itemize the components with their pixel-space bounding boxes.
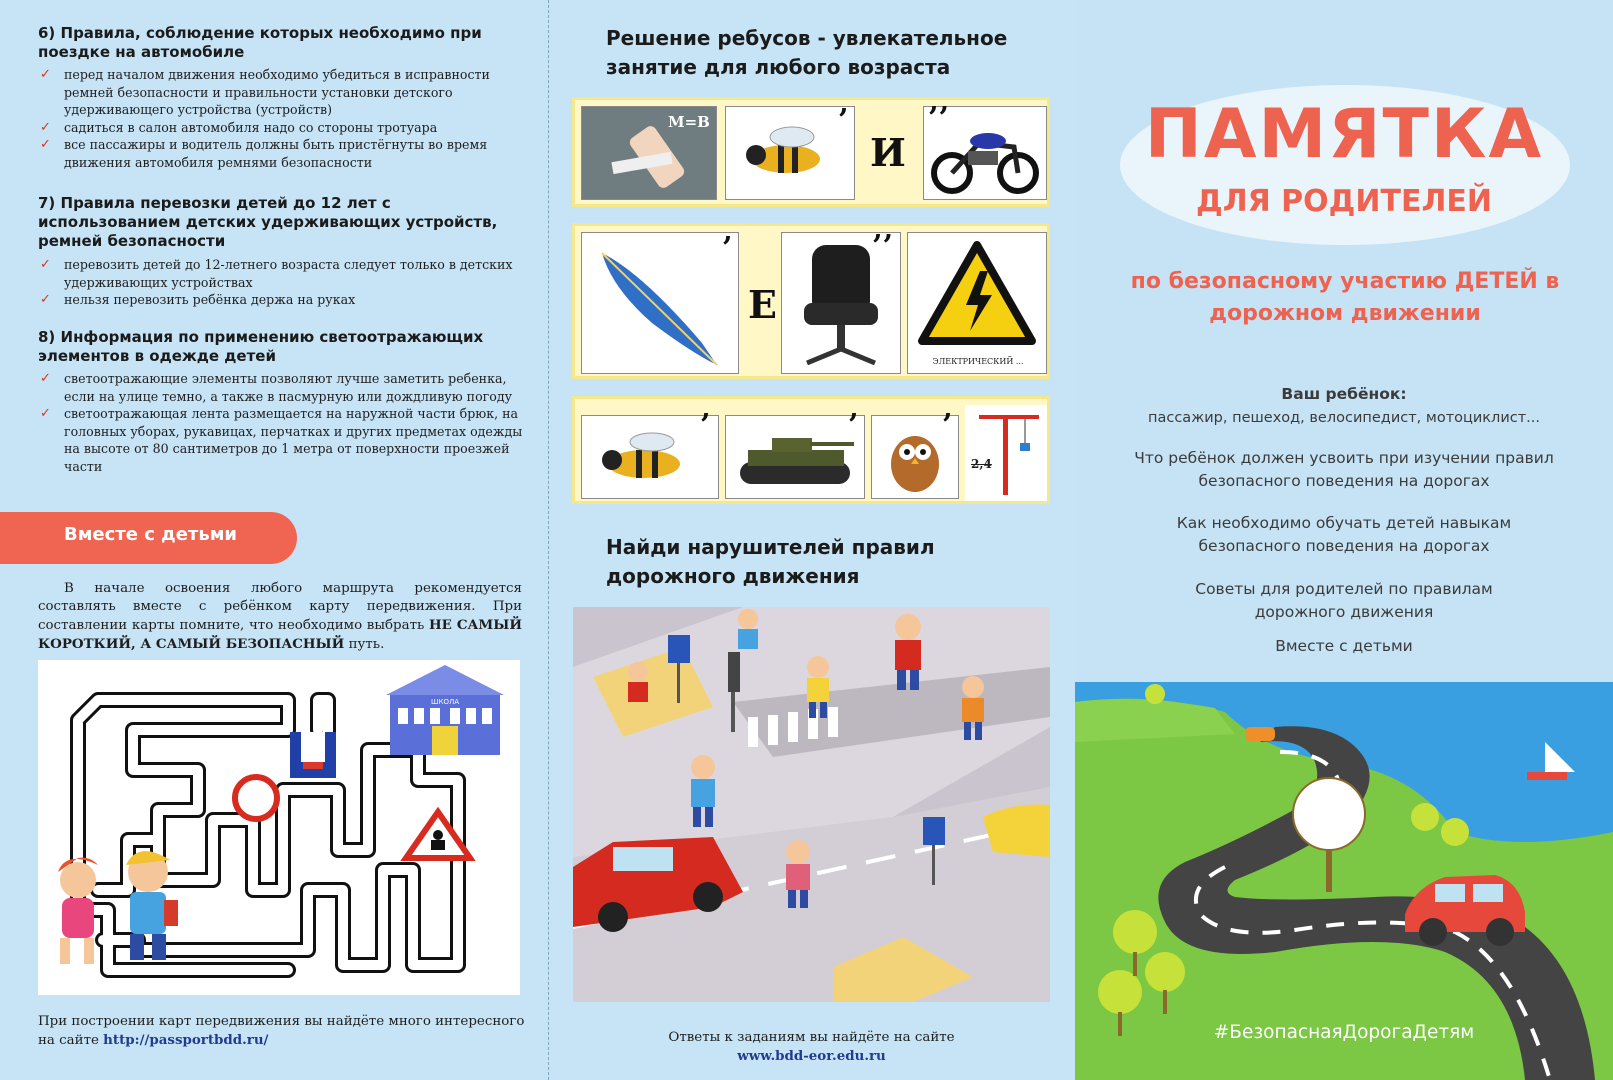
wasp-picture bbox=[725, 103, 855, 200]
topic-together: Вместе с детьми bbox=[1275, 637, 1413, 655]
middle-panel bbox=[548, 0, 1075, 1080]
check-icon: ✓ bbox=[40, 67, 51, 82]
topic-teach: Как необходимо обучать детей навыкам безопасного поведения на дорогах bbox=[1176, 514, 1512, 555]
route-paragraph: В начале освоения любого маршрута рекомендуется составлять вместе с ребёнком карту передвижения. При составлении карты помните, что необходимо выбрать НЕ САМЫЙ КОРОТКИЙ, А САМЫЙ БЕЗОПАСНЫЙ путь. bbox=[38, 581, 522, 652]
rebus-1 bbox=[572, 97, 1050, 207]
route-maze-illustration bbox=[38, 660, 520, 995]
child-roles-block bbox=[1095, 383, 1593, 430]
cover-title: ПАМЯТКА bbox=[1144, 95, 1544, 174]
list-item: ✓ садиться в салон автомобиля надо со стороны тротуара bbox=[40, 119, 438, 135]
cover-tagline: по безопасному участию ДЕТЕЙ в дорожном движении bbox=[1130, 269, 1560, 326]
section-8-list bbox=[38, 370, 526, 475]
chalk-picture bbox=[581, 106, 717, 200]
rebus-comma: ’ bbox=[722, 231, 733, 266]
child-heading: Ваш ребёнок: bbox=[1281, 385, 1407, 403]
topic-learn: Что ребёнок должен усвоить при изучении правил безопасного поведения на дорогах bbox=[1134, 449, 1554, 490]
electric-sign-picture bbox=[907, 232, 1047, 374]
rebus-quote: ’’ bbox=[872, 229, 893, 264]
cover-subtitle: ДЛЯ РОДИТЕЛЕЙ bbox=[1196, 184, 1492, 219]
check-icon: ✓ bbox=[40, 137, 51, 152]
electric-sign-caption: ЭЛЕКТРИЧЕСКИЙ ... bbox=[932, 357, 1024, 366]
rebus-comma: ’ bbox=[838, 103, 849, 138]
topic-advice: Советы для родителей по правилам дорожного движения bbox=[1195, 580, 1493, 621]
rebus-comma: ’ bbox=[700, 408, 711, 443]
passport-link[interactable]: http://passportbdd.ru/ bbox=[103, 1032, 269, 1048]
section-6-list bbox=[38, 66, 526, 171]
motorcycle-picture bbox=[923, 101, 1047, 200]
rebus-3 bbox=[572, 396, 1050, 504]
list-item: ✓ светоотражающая лента размещается на наружной части брюк, на головных уборах, рукавицах, перчатках и других предметах одежды на высоте от 80 сантиметров до 1 метра от поверхности проезжей части bbox=[40, 406, 523, 474]
route-emphasis: НЕ САМЫЙ КОРОТКИЙ, А САМЫЙ БЕЗОПАСНЫЙ bbox=[38, 617, 522, 652]
wasp-picture bbox=[581, 408, 719, 499]
list-item: ✓ нельзя перевозить ребёнка держа на руках bbox=[40, 292, 356, 307]
rebus-quote: ’’ bbox=[928, 101, 949, 136]
check-icon: ✓ bbox=[40, 371, 51, 386]
crane-picture bbox=[965, 405, 1047, 501]
cover-hashtag: #БезопаснаяДорогаДетям bbox=[1213, 1022, 1475, 1043]
list-item: ✓ светоотражающие элементы позволяют лучше заметить ребенка, если на улице темно, а также в пасмурную или дождливую погоду bbox=[40, 371, 513, 404]
rebus-letter-e: Е bbox=[748, 282, 777, 327]
rebus-comma: ’ bbox=[848, 408, 859, 443]
section-6-title: 6) Правила, соблюдение которых необходимо при поездке на автомобиле bbox=[38, 24, 482, 61]
rebus-comma: ’ bbox=[942, 408, 953, 443]
child-roles: пассажир, пешеход, велосипедист, мотоциклист... bbox=[1148, 410, 1540, 426]
section-7-title: 7) Правила перевозки детей до 12 лет с использованием детских удерживающих устройств, ремней безопасности bbox=[38, 194, 498, 250]
violators-title: Найди нарушителей правил дорожного движения bbox=[606, 535, 935, 588]
school-sign-text: ШКОЛА bbox=[430, 698, 460, 706]
answers-link[interactable]: www.bdd-eor.edu.ru bbox=[737, 1048, 886, 1064]
answers-text: Ответы к заданиям вы найдёте на сайте bbox=[668, 1030, 955, 1045]
road-scenery-illustration bbox=[1075, 682, 1613, 1080]
together-heading: Вместе с детьми bbox=[64, 524, 238, 545]
traffic-scene-illustration bbox=[573, 607, 1050, 1002]
owl-picture bbox=[871, 408, 959, 499]
together-banner bbox=[0, 512, 297, 564]
check-icon: ✓ bbox=[40, 119, 51, 135]
left-panel bbox=[0, 0, 548, 1080]
crane-label: 2,4 bbox=[971, 457, 992, 471]
armchair-picture bbox=[781, 229, 901, 374]
rebus-letter-i: И bbox=[870, 130, 906, 175]
check-icon: ✓ bbox=[40, 257, 51, 272]
rebus-title: Решение ребусов - увлекательное занятие для любого возраста bbox=[606, 26, 1008, 79]
chalk-label: М=В bbox=[668, 113, 710, 131]
tank-picture bbox=[725, 408, 865, 499]
bottom-note: При построении карт передвижения вы найдёте много интересного на сайте http://passportbdd.ru/ bbox=[38, 1014, 525, 1048]
cover-panel bbox=[1075, 0, 1613, 1080]
rebus-2 bbox=[572, 223, 1050, 379]
section-7-list bbox=[38, 256, 526, 309]
list-item: ✓ перевозить детей до 12-летнего возраста следует только в детских удерживающих устройствах bbox=[40, 257, 513, 290]
list-item: ✓ все пассажиры и водитель должны быть пристёгнуты во время движения автомобиля ремнями безопасности bbox=[40, 137, 488, 170]
check-icon: ✓ bbox=[40, 406, 51, 421]
list-item: ✓ перед началом движения необходимо убедиться в исправности ремней безопасности и правильности установки детского удерживающего устройства (устройств) bbox=[40, 67, 490, 117]
answers-note bbox=[548, 1028, 1075, 1066]
check-icon: ✓ bbox=[40, 292, 51, 307]
section-8-title: 8) Информация по применению светоотражающих элементов в одежде детей bbox=[38, 328, 484, 365]
feather-picture bbox=[581, 232, 739, 374]
